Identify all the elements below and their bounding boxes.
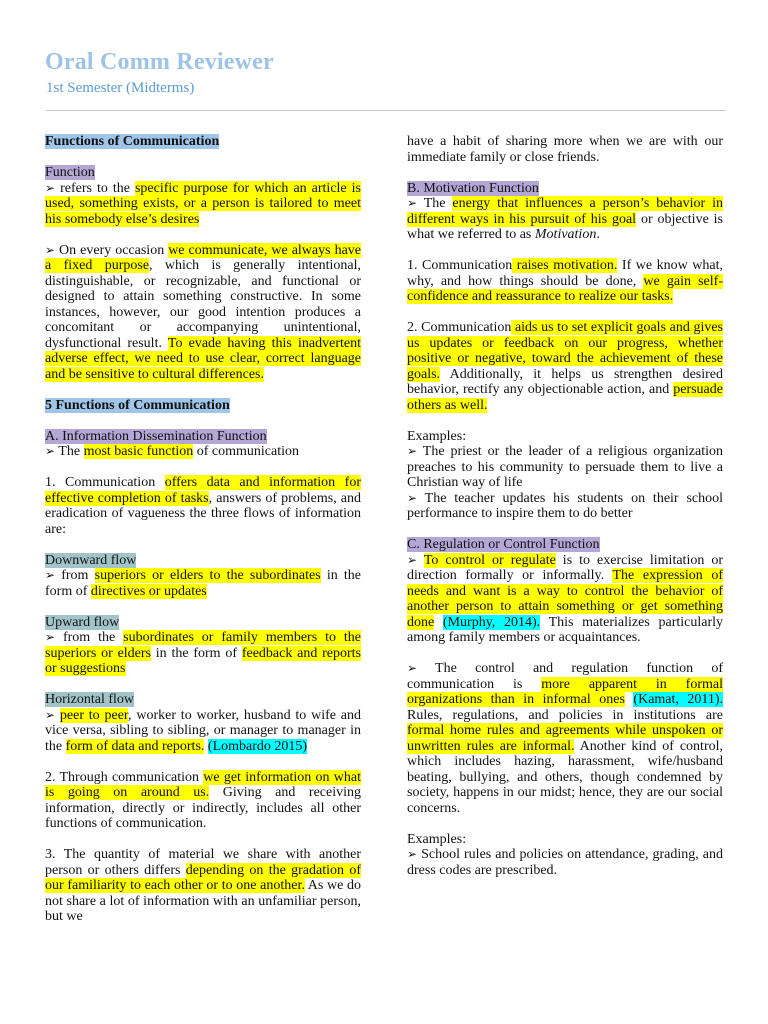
info-dissemination-line: ➢ The most basic function of communication	[45, 444, 299, 459]
regulation-example-1: ➢ School rules and policies on attendance, grading, and dress codes are prescribed.	[407, 847, 723, 878]
info-point-1: 1. Communication offers data and information for effective completion of tasks, answers of problems, and eradication of vagueness the three flows of information are:	[45, 475, 362, 537]
arrow-bullet-icon: ➢	[45, 444, 56, 458]
arrow-bullet-icon: ➢	[45, 630, 56, 644]
motivation-heading: B. Motivation Function	[407, 180, 539, 196]
function-occasion-paragraph: ➢ On every occasion we communicate, we always have a fixed purpose, which is generally intentional, distinguishable, or recognizable, and functional or designed to attain something constructive. In some instances, however, our good intention produces a concomitant or accompanying unintentional, dysfunctional result. To evade having this inadvertent adverse effect, we need to use clear, correct language and be sensitive to cultural differences.	[45, 242, 361, 382]
function-definition: ➢ refers to the specific purpose for which an article is used, something exists, or a person is tailored to meet his somebody else’s desires	[45, 180, 361, 227]
horizontal-flow-label: Horizontal flow	[45, 692, 135, 707]
function-label: Function	[45, 165, 95, 180]
info-dissemination-heading: A. Information Dissemination Function	[45, 428, 267, 444]
header-divider	[46, 110, 726, 111]
page-subtitle: 1st Semester (Midterms)	[46, 80, 195, 96]
horizontal-flow-text: ➢ peer to peer, worker to worker, husband to wife and vice versa, sibling to sibling, or manager to manager in the form of data and reports. (Lombardo 2015)	[45, 707, 361, 754]
arrow-bullet-icon: ➢	[407, 444, 418, 458]
info-point-3: 3. The quantity of material we share with another person or others differs depending on the gradation of our familiarity to each other or to one another. As we do not share a lot of information with an unfamiliar person, but we	[45, 847, 361, 924]
arrow-bullet-icon: ➢	[407, 196, 418, 210]
regulation-examples-label: Examples:	[407, 831, 467, 847]
arrow-bullet-icon: ➢	[407, 552, 418, 567]
functions-heading: Functions of Communication	[45, 134, 220, 149]
left-column	[45, 134, 361, 940]
arrow-bullet-icon: ➢	[407, 661, 418, 675]
arrow-bullet-icon: ➢	[45, 242, 56, 257]
upward-flow-text: ➢ from the subordinates or family members to the superiors or elders in the form of feedback and reports or suggestions	[45, 630, 361, 676]
arrow-bullet-icon: ➢	[45, 180, 56, 195]
arrow-bullet-icon: ➢	[407, 847, 418, 861]
five-functions-heading: 5 Functions of Communication	[45, 397, 230, 413]
motivation-examples-label: Examples:	[407, 428, 467, 444]
info-point-2: 2. Through communication we get information on what is going on around us. Giving and receiving information, directly or indirectly, includes all other functions of communication.	[45, 769, 361, 831]
motivation-point-2: 2. Communication aids us to set explicit goals and gives us updates or feedback on our progress, whether positive or negative, toward the achievement of these goals. Additionally, it helps us strengthen desired behavior, rectify any objectionable action, and persuade others as well.	[407, 320, 724, 413]
regulation-point-2: ➢ The control and regulation function of communication is more apparent in formal organizations than in informal ones (Kamat, 2011). Rules, regulations, and policies in institutions are formal home rules and agreements while unspoken or unwritten rules are informal. Another kind of control, which includes hazing, harassment, wife/husband beating, bullying, and others, though condemned by society, happens in our midst; hence, they are our social concerns.	[407, 661, 724, 816]
upward-flow-label: Upward flow	[45, 614, 120, 630]
arrow-bullet-icon: ➢	[45, 568, 56, 582]
right-column	[407, 134, 723, 894]
info-point-3-continued: have a habit of sharing more when we are with our immediate family or close friends.	[407, 134, 723, 165]
arrow-bullet-icon: ➢	[407, 490, 418, 505]
arrow-bullet-icon: ➢	[45, 707, 56, 722]
downward-flow-text: ➢ from superiors or elders to the subordinates in the form of directives or updates	[45, 568, 361, 599]
page-title: Oral Comm Reviewer	[45, 49, 274, 75]
regulation-heading: C. Regulation or Control Function	[407, 537, 600, 552]
motivation-point-1: 1. Communication raises motivation. If we know what, why, and how things should be done, we gain self-confidence and reassurance to realize our tasks.	[407, 258, 723, 304]
motivation-definition: ➢ The energy that influences a person’s behavior in different ways in his pursuit of his goal or objective is what we referred to as Motivation.	[407, 196, 723, 242]
regulation-point-1: ➢ To control or regulate is to exercise limitation or direction formally or informally. The expression of needs and want is a way to control the behavior of another person to attain something or get something done (Murphy, 2014). This materializes particularly among family members or acquaintances.	[407, 552, 724, 645]
downward-flow-label: Downward flow	[45, 552, 137, 568]
motivation-example-2: ➢ The teacher updates his students on their school performance to inspire them to do better	[407, 490, 723, 521]
motivation-example-1: ➢ The priest or the leader of a religious organization preaches to his community to persuade them to live a Christian way of life	[407, 444, 723, 490]
